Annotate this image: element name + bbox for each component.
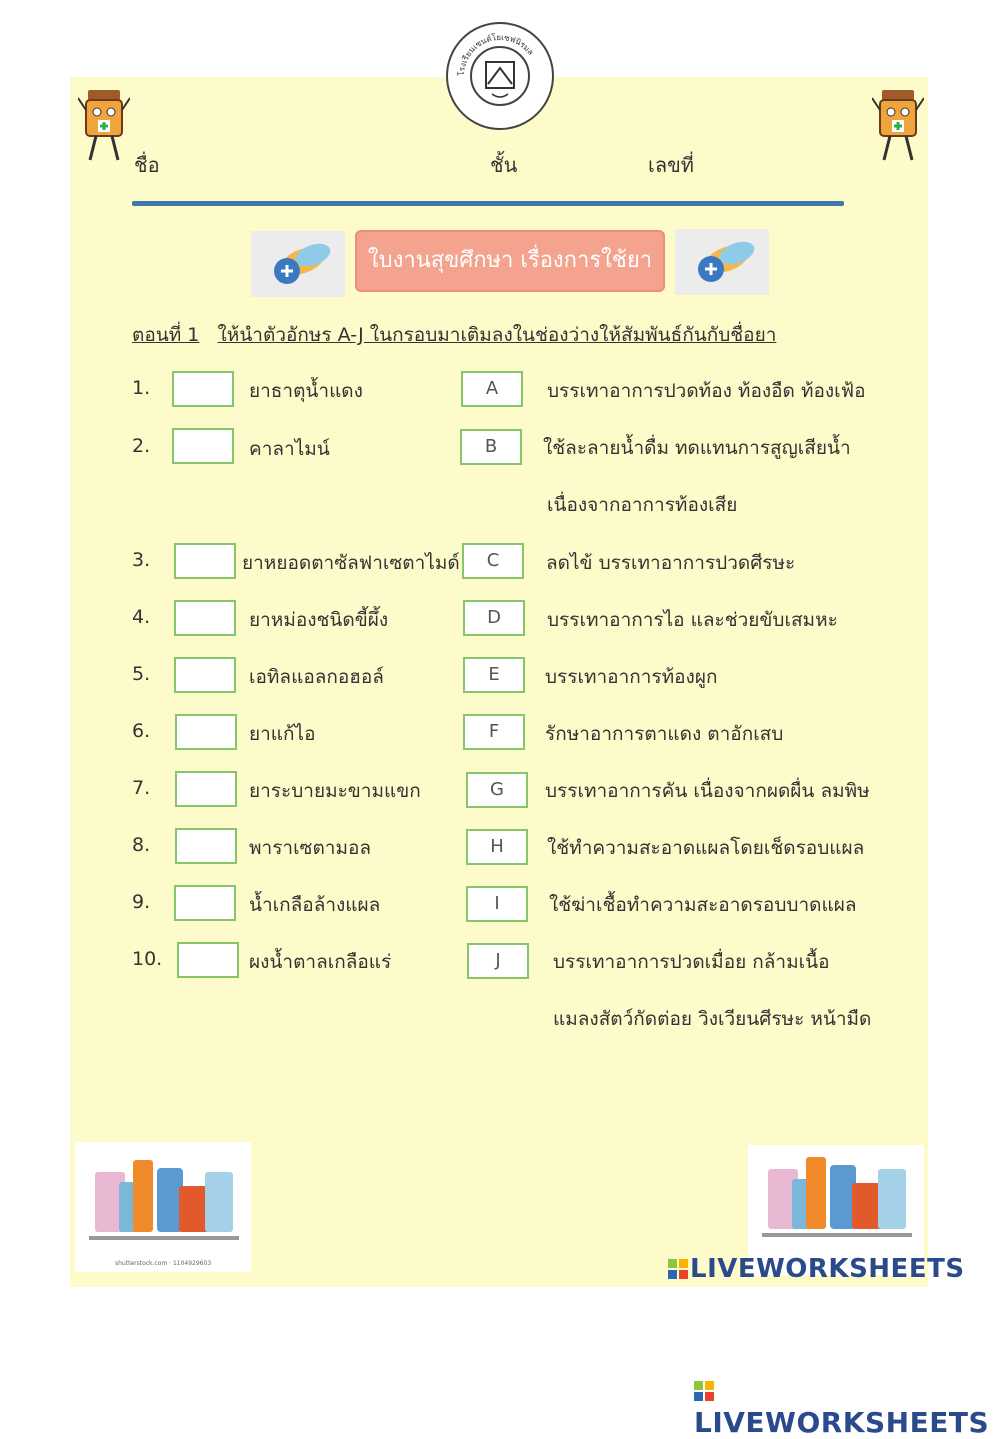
section-part-label: ตอนที่ 1 bbox=[132, 324, 200, 346]
pills-icon bbox=[251, 231, 345, 297]
image-credit: shutterstock.com · 1104929603 bbox=[115, 1260, 212, 1267]
medicine-mascot-icon bbox=[78, 88, 130, 166]
choice-letter: I bbox=[466, 886, 528, 922]
drug-name: น้ำเกลือล้างแผล bbox=[249, 894, 381, 916]
choice-description: บรรเทาอาการคัน เนื่องจากผดผื่น ลมพิษ bbox=[545, 780, 870, 802]
choice-description: บรรเทาอาการไอ และช่วยขับเสมหะ bbox=[547, 609, 838, 631]
header-divider bbox=[132, 201, 844, 206]
answer-box-1[interactable] bbox=[172, 371, 234, 407]
answer-box-5[interactable] bbox=[174, 657, 236, 693]
drug-name: ยาแก้ไอ bbox=[249, 723, 316, 745]
answer-box-10[interactable] bbox=[177, 942, 239, 978]
choice-description: บรรเทาอาการปวดเมื่อย กล้ามเนื้อ bbox=[553, 951, 830, 973]
item-number: 10. bbox=[132, 948, 163, 970]
item-number: 8. bbox=[132, 834, 151, 856]
choice-letter: F bbox=[463, 714, 525, 750]
drug-name: ยาธาตุน้ำแดง bbox=[249, 380, 363, 402]
item-number: 5. bbox=[132, 663, 151, 685]
class-label: ชั้น bbox=[490, 153, 518, 177]
lw-logo-icon bbox=[668, 1256, 688, 1276]
choice-description: รักษาอาการตาแดง ตาอักเสบ bbox=[545, 723, 784, 745]
choice-letter: A bbox=[461, 371, 523, 407]
choice-letter: H bbox=[466, 829, 528, 865]
choice-description: บรรเทาอาการปวดท้อง ท้องอืด ท้องเฟ้อ bbox=[547, 380, 866, 402]
number-label: เลขที่ bbox=[648, 153, 694, 177]
brand-text: LIVEWORKSHEETS bbox=[690, 1254, 965, 1284]
item-number: 6. bbox=[132, 720, 151, 742]
item-number: 1. bbox=[132, 377, 151, 399]
answer-box-4[interactable] bbox=[174, 600, 236, 636]
liveworksheets-logo bbox=[668, 1254, 965, 1284]
school-seal-icon bbox=[446, 22, 554, 130]
medicine-mascot-icon bbox=[872, 88, 924, 166]
item-number: 4. bbox=[132, 606, 151, 628]
choice-description-cont: เนื่องจากอาการท้องเสีย bbox=[547, 494, 738, 516]
drug-name: คาลาไมน์ bbox=[249, 438, 330, 460]
medicine-bottles-image bbox=[75, 1142, 251, 1272]
choice-letter: G bbox=[466, 772, 528, 808]
drug-name: ผงน้ำตาลเกลือแร่ bbox=[249, 951, 392, 973]
item-number: 7. bbox=[132, 777, 151, 799]
liveworksheets-logo bbox=[694, 1373, 1000, 1439]
choice-letter: D bbox=[463, 600, 525, 636]
worksheet-title: ใบงานสุขศึกษา เรื่องการใช้ยา bbox=[355, 230, 665, 292]
answer-box-2[interactable] bbox=[172, 428, 234, 464]
drug-name: ยาหยอดตาซัลฟาเซตาไมด์ bbox=[242, 552, 460, 574]
answer-box-6[interactable] bbox=[175, 714, 237, 750]
section-instruction-text: ให้นำตัวอักษร A-J ในกรอบมาเติมลงในช่องว่างให้สัมพันธ์กันกับชื่อยา bbox=[217, 324, 777, 346]
answer-box-9[interactable] bbox=[174, 885, 236, 921]
item-number: 3. bbox=[132, 549, 151, 571]
choice-letter: B bbox=[460, 429, 522, 465]
drug-name: เอทิลแอลกอฮอล์ bbox=[249, 666, 384, 688]
choice-description-cont: แมลงสัตว์กัดต่อย วิงเวียนศีรษะ หน้ามืด bbox=[553, 1008, 872, 1030]
lw-logo-icon bbox=[694, 1375, 714, 1395]
pills-icon bbox=[675, 229, 769, 295]
choice-letter: E bbox=[463, 657, 525, 693]
choice-description: ใช้ทำความสะอาดแผลโดยเช็ดรอบแผล bbox=[547, 837, 865, 859]
brand-text: LIVEWORKSHEETS bbox=[694, 1406, 990, 1439]
answer-box-8[interactable] bbox=[175, 828, 237, 864]
choice-description: บรรเทาอาการท้องผูก bbox=[545, 666, 718, 688]
drug-name: ยาระบายมะขามแขก bbox=[249, 780, 421, 802]
answer-box-3[interactable] bbox=[174, 543, 236, 579]
choice-description: ใช้ละลายน้ำดื่ม ทดแทนการสูญเสียน้ำ bbox=[543, 437, 851, 459]
item-number: 2. bbox=[132, 435, 151, 457]
choice-letter: J bbox=[467, 943, 529, 979]
answer-box-7[interactable] bbox=[175, 771, 237, 807]
choice-letter: C bbox=[462, 543, 524, 579]
choice-description: ใช้ฆ่าเชื้อทำความสะอาดรอบบาดแผล bbox=[549, 894, 857, 916]
drug-name: ยาหม่องชนิดขี้ผึ้ง bbox=[249, 609, 389, 631]
drug-name: พาราเซตามอล bbox=[249, 837, 372, 859]
name-label: ชื่อ bbox=[134, 153, 160, 177]
seal-text: โรงเรียนเซนต์โยเซฟนิรมล bbox=[456, 32, 536, 77]
section-instruction bbox=[132, 320, 776, 350]
choice-description: ลดไข้ บรรเทาอาการปวดศีรษะ bbox=[546, 552, 796, 574]
item-number: 9. bbox=[132, 891, 151, 913]
